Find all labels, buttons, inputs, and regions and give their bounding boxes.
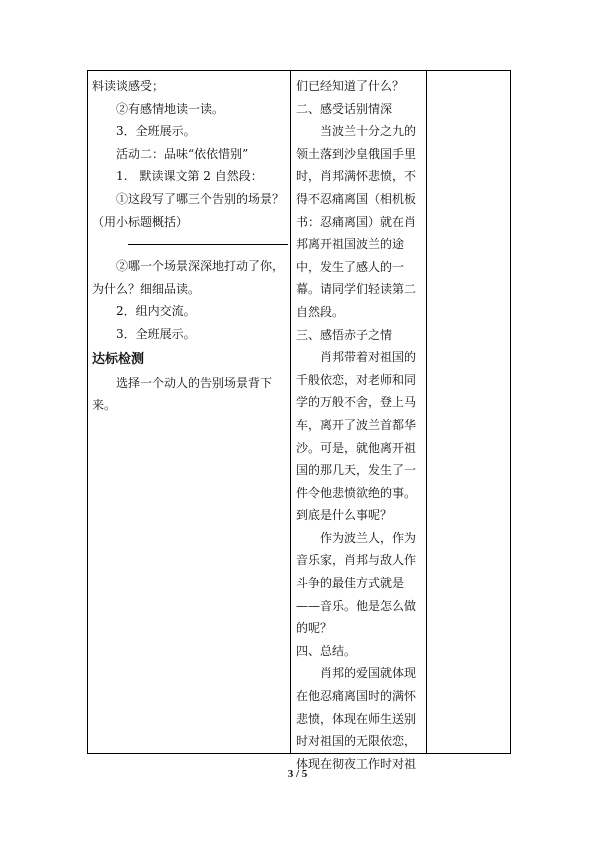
section-3-title: 三、感悟赤子之情 [296, 327, 393, 342]
middle-column [290, 71, 426, 775]
section-heading-assessment: 达标检测 [92, 351, 145, 367]
section-2-title: 二、感受话别情深 [296, 101, 393, 116]
answer-blank-line [128, 244, 288, 245]
mid-line-1: 们已经知道了什么？ [296, 79, 405, 93]
left-line-8: 2．组内交流。 [116, 304, 196, 319]
section-4-text: 肖邦的爱国就体现在他忍痛离国时的满怀悲愤，体现在师生送别时对祖国的无限依恋，体现在彻夜工作时对祖 [296, 666, 417, 771]
left-line-10: 选择一个动人的告别场景背下来。 [92, 375, 273, 413]
left-line-3: 3．全班展示。 [116, 124, 196, 139]
left-line-9: 3．全班展示。 [116, 326, 196, 341]
left-line-2: ②有感情地读一读。 [116, 101, 225, 116]
left-line-5: 1. 默读课文第 2 自然段： [116, 169, 263, 184]
section-3-text-2: 作为波兰人，作为音乐家，肖邦与敌人作斗争的最佳方式就是——音乐。他是怎么做的呢？ [296, 530, 417, 636]
section-4-title: 四、总结。 [296, 643, 357, 658]
left-column [88, 71, 290, 417]
lesson-table [87, 70, 511, 771]
section-2-text: 当波兰十分之九的领土落到沙皇俄国手里时，肖邦满怀悲愤，不得不忍痛离国（相机板书：忍痛离国）就在肖邦离开祖国波兰的途中，发生了感人的一幕。请同学们轻读第二自然段。 [296, 124, 417, 319]
left-line-4: 活动二：品味“依依惜别” [116, 146, 249, 161]
left-line-6: ①这段写了哪三个告别的场景？（用小标题概括） [92, 191, 285, 229]
column-divider-2 [426, 71, 427, 753]
page-number: 3 / 5 [287, 768, 308, 780]
section-3-text-1: 肖邦带着对祖国的千般依恋，对老师和同学的万般不舍，登上马车，离开了波兰首都华沙。可是，就他离开祖国的那几天，发生了一件令他悲愤欲绝的事。到底是什么事呢？ [296, 350, 417, 523]
left-line-1: 料读谈感受； [92, 79, 165, 93]
left-line-7: ②哪一个场景深深地打动了你，为什么？细细品读。 [92, 259, 285, 296]
